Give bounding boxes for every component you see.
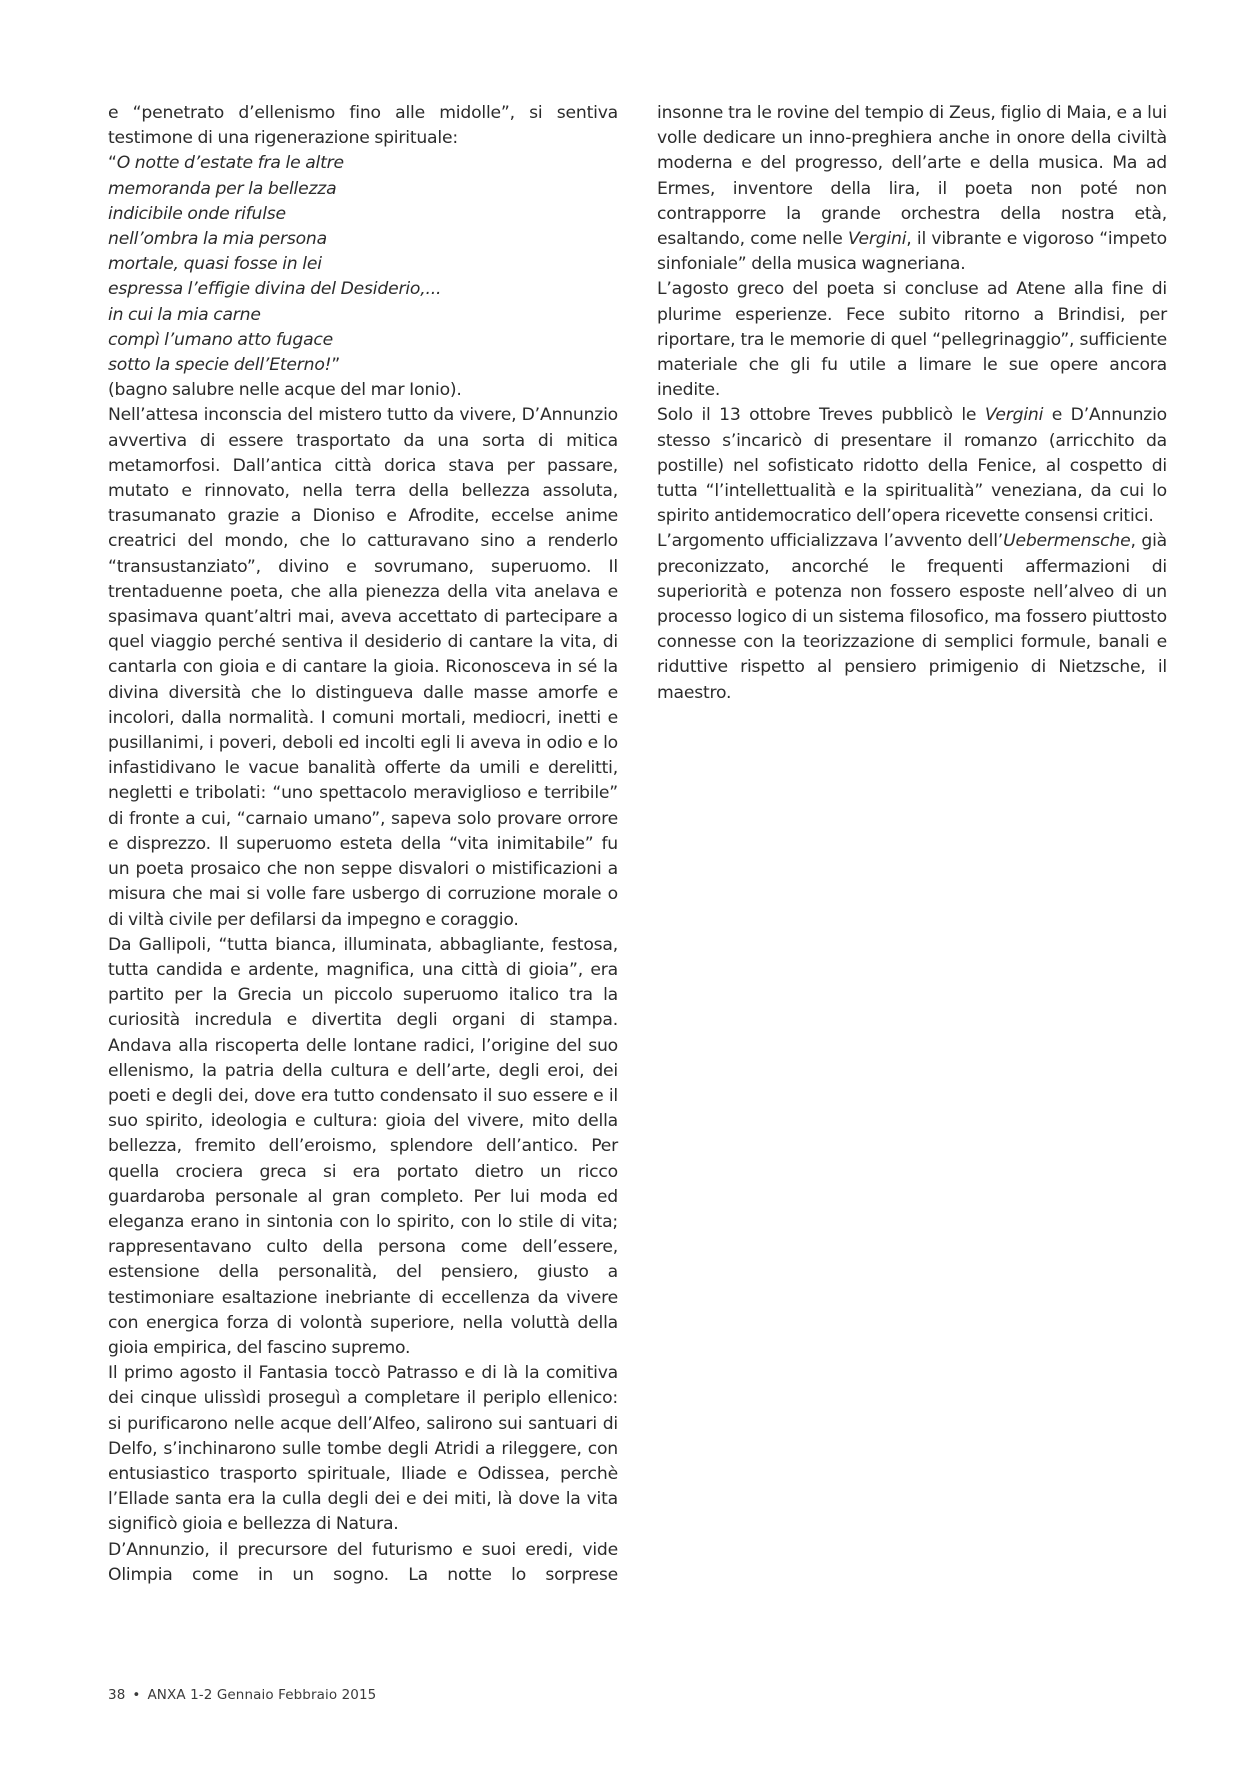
- poem-line: espressa l’effigie divina del Desiderio,...: [108, 279, 442, 300]
- bullet-separator: •: [132, 1687, 141, 1703]
- left-column: [108, 101, 618, 1588]
- foreign-term: Uebermensche: [1003, 531, 1131, 552]
- publication-info: ANXA 1-2 Gennaio Febbraio 2015: [147, 1687, 377, 1703]
- book-title: Vergini: [847, 229, 907, 250]
- body-paragraph: D’Annunzio, il precursore del futurismo e suoi eredi, vide Olimpia come in un sogno. La notte lo sorprese: [108, 1539, 618, 1585]
- poem-line: mortale, quasi fosse in lei: [108, 254, 322, 275]
- body-paragraph: Solo il 13 ottobre Treves pubblicò le Vergini e D’Annunzio stesso s’incaricò di presentare il romanzo (arricchito da postille) nel sofisticato ridotto della Fenice, al cospetto di tutta “l’intellettualità e la spiritualità” veneziana, da cui lo spirito antidemocratico dell’opera ricevette consensi critici.: [657, 405, 1168, 527]
- poem-line: nell’ombra la mia persona: [108, 229, 327, 250]
- poem-line: indicibile onde rifulse: [108, 203, 286, 224]
- page-number: 38: [108, 1687, 126, 1703]
- intro-paragraph: e “penetrato d’ellenismo fino alle midolle”, si sentiva testimone di una rigenerazione spirituale:: [108, 103, 618, 149]
- body-paragraph: Nell’attesa inconscia del mistero tutto da vivere, D’Annunzio avvertiva di essere trasportato da una sorta di mitica metamorfosi. Dall’antica città dorica stava per passare, mutato e rinnovato, nella terra della bellezza assoluta, trasumanato grazie a Dioniso e Afrodite, eccelse anime creatrici del mondo, che lo catturavano sino a renderlo “transustanziato”, divino e sovrumano, superuomo. Il trentaduenne poeta, che alla pienezza della vita anelava e spasimava quant’altri mai, aveva accettato di partecipare a quel viaggio perché sentiva il desiderio di cantare la vita, di cantarla con gioia e di cantare la gioia. Riconosceva in sé la divina diversità che lo distingueva dalle masse amorfe e incolori, dalla normalità. I comuni mortali, mediocri, inetti e pusillanimi, i poveri, deboli ed incolti egli li aveva in odio e lo infastidivano le vacue banalità offerte da umili e derelitti, negletti e tribolati: “uno spettacolo meraviglioso e terribile” di fronte a cui, “carnaio umano”, sapeva solo provare orrore e disprezzo. Il superuomo esteta della “vita inimitabile” fu un poeta prosaico che non seppe disvalori o mistificazioni a misura che mai si volle fare usbergo di corruzione morale o di viltà civile per defilarsi da impegno e coraggio.: [108, 405, 618, 930]
- poem-line: in cui la mia carne: [108, 304, 261, 325]
- poem-line: sotto la specie dell’Eterno!”: [108, 355, 341, 376]
- poem-line: compì l’umano atto fugace: [108, 329, 334, 350]
- poem-line: memoranda per la bellezza: [108, 178, 337, 199]
- poem-note: (bagno salubre nelle acque del mar Ionio).: [108, 380, 462, 401]
- book-title: Vergini: [984, 405, 1044, 426]
- body-paragraph: Da Gallipoli, “tutta bianca, illuminata, abbagliante, festosa, tutta candida e ardente, magnifica, una città di gioia”, era partito per la Grecia un piccolo superuomo italico tra la curiosità incredula e divertita degli organi di stampa. Andava alla riscoperta delle lontane radici, l’origine del suo ellenismo, la patria della cultura e dell’arte, degli eroi, dei poeti e degli dei, dove era tutto condensato il suo essere e il suo spirito, ideologia e cultura: gioia del vivere, mito della bellezza, fremito dell’eroismo, splendore dell’antico. Per quella crociera greca si era portato dietro un ricco guardaroba personale al gran completo. Per lui moda ed eleganza erano in sintonia con lo spirito, con lo stile di vita; rappresentavano culto della persona come dell’essere, estensione della personalità, del pensiero, giusto a testimoniare esaltazione inebriante di eccellenza da vivere con energica forza di volontà superiore, nella voluttà della gioia empirica, del fascino supremo.: [108, 934, 618, 1358]
- page-footer: [108, 1687, 376, 1703]
- body-paragraph: L’agosto greco del poeta si concluse ad Atene alla fine di plurime esperienze. Fece subito ritorno a Brindisi, per riportare, tra le memorie di quel “pellegrinaggio”, sufficiente materiale che gli fu utile a limare le sue opere ancora inedite.: [657, 279, 1167, 401]
- body-paragraph: Il primo agosto il Fantasia toccò Patrasso e di là la comitiva dei cinque ulissìdi proseguì a completare il periplo ellenico: si purificarono nelle acque dell’Alfeo, salirono sui santuari di Delfo, s’inchinarono sulle tombe degli Atridi a rileggere, con entusiastico trasporto spirituale, Iliade e Odissea, perchè l’Ellade santa era la culla degli dei e dei miti, là dove la vita significò gioia e bellezza di Natura.: [108, 1363, 618, 1535]
- poem-quote: [108, 151, 618, 378]
- body-paragraph: insonne tra le rovine del tempio di Zeus, figlio di Maia, e a lui volle dedicare un inno-preghiera anche in onore della civiltà moderna e del progresso, dell’arte e della musica. Ma ad Ermes, inventore della lira, il poeta non poté non contrapporre la grande orchestra della nostra età, esaltando, come nelle Vergini, il vibrante e vigoroso “impeto sinfoniale” della musica wagneriana.: [657, 103, 1167, 275]
- body-paragraph: L’argomento ufficializzava l’avvento dell’Uebermensche, già preconizzato, ancorché le frequenti affermazioni di superiorità e potenza non fossero esposte nell’alveo di un processo logico di un sistema filosofico, ma fossero piuttosto connesse con la teorizzazione di semplici formule, banali e riduttive rispetto al pensiero primigenio di Nietzsche, il maestro.: [657, 531, 1167, 703]
- right-column: [657, 101, 1167, 706]
- poem-line: “O notte d’estate fra le altre: [108, 153, 344, 174]
